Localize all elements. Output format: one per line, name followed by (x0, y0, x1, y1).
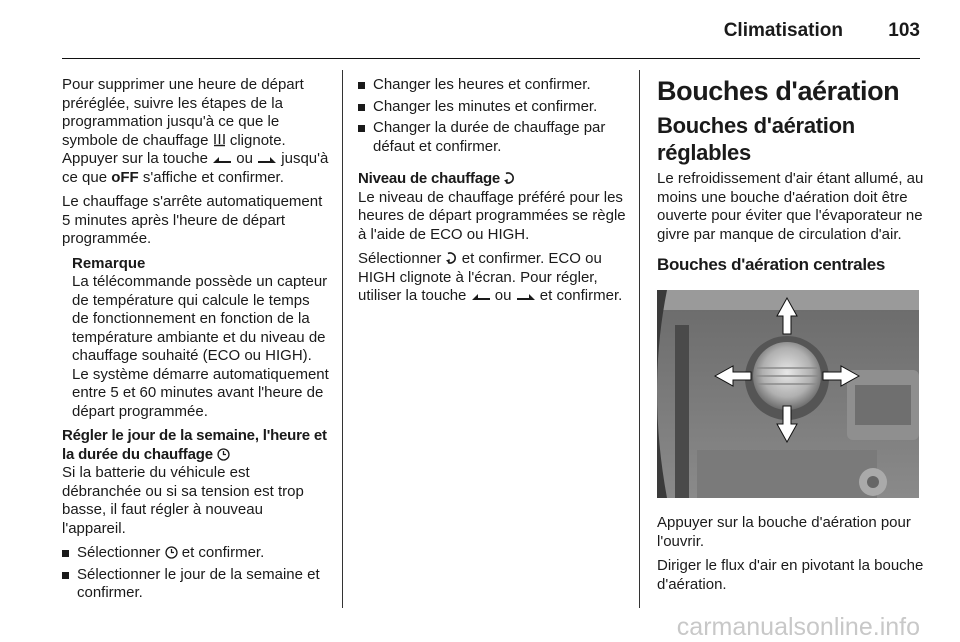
off-display-text: oFF (111, 168, 139, 186)
list-item: Sélectionner et confirmer. (62, 544, 330, 563)
bullet-icon (358, 82, 365, 89)
column-divider-1 (342, 70, 343, 608)
list-item: Changer les minutes et confirmer. (358, 98, 626, 117)
paragraph-battery: Si la batterie du véhicule est débranchée ou si sa tension est trop basse, il faut régler à nouveau l'appareil. (62, 464, 304, 537)
note-text: La télécommande possède un capteur de température qui calcule le temps de fonctionnement en fonction de la température ambiante et du niveau de chauffage souhaité (ECO ou HIGH). Le système démarre automatiquement entre 5 et 60 minutes avant l'heure de départ programmée. (72, 273, 329, 420)
column-divider-2 (639, 70, 640, 608)
subheading-set-day-time: Régler le jour de la semaine, l'heure et la durée du chauffage (62, 427, 327, 463)
clock-icon (217, 448, 230, 461)
paragraph-auto-stop: Le chauffage s'arrête automatiquement 5 minutes après l'heure de départ programmée. (62, 193, 323, 247)
chapter-title: Climatisation (723, 20, 843, 41)
right-arrow-key-icon (257, 155, 277, 165)
heat-level-icon (504, 171, 516, 185)
paragraph-vents-open: Le refroidissement d'air étant allumé, au moins une bouche d'aération doit être ouverte pour éviter que l'évaporateur ne givre par manque de circulation d'air. (657, 170, 924, 243)
central-vent-illustration (657, 290, 919, 498)
column-3 (657, 76, 925, 600)
subsection-heading-adjustable-vents: Bouches d'aération réglables (657, 113, 855, 165)
column-2 (358, 76, 626, 312)
heat-level-icon (446, 251, 458, 265)
page-number: 103 (888, 20, 920, 41)
bullet-icon (62, 550, 69, 557)
paragraph-heat-level-select: Sélectionner et confirmer. ECO ou HIGH clignote à l'écran. Pour régler, utiliser la touche ou et confirmer. (358, 250, 623, 304)
paragraph-heat-level-desc: Le niveau de chauffage préféré pour les heures de départ programmées se règle à l'aide de ECO ou HIGH. (358, 188, 626, 243)
list-item: Sélectionner le jour de la semaine et confirmer. (62, 566, 330, 603)
subheading-central-vents: Bouches d'aération centrales (657, 255, 886, 274)
right-arrow-key-icon (516, 292, 536, 302)
paragraph-press-vent: Appuyer sur la bouche d'aération pour l'ouvrir. (657, 514, 911, 550)
subheading-heat-level: Niveau de chauffage (358, 170, 626, 189)
section-heading-vents: Bouches d'aération (657, 76, 900, 106)
bullet-icon (358, 125, 365, 132)
bullet-icon (358, 104, 365, 111)
note-block (72, 255, 330, 422)
list-item: Changer la durée de chauffage par défaut et confirmer. (358, 119, 626, 156)
list-item: Changer les heures et confirmer. (358, 76, 626, 95)
steps-list-1 (62, 544, 330, 603)
heating-symbol-icon (213, 133, 226, 147)
paragraph-delete-start-time: Pour supprimer une heure de départ préréglée, suivre les étapes de la programmation jusqu'à ce que le symbole de chauffage clignote. Appuyer sur la touche ou jusqu'à ce que oFF s'affiche et confirmer. (62, 76, 329, 186)
page-header (62, 20, 920, 52)
column-1 (62, 76, 330, 606)
paragraph-direct-airflow: Diriger le flux d'air en pivotant la bouche d'aération. (657, 557, 924, 593)
left-arrow-key-icon (212, 155, 232, 165)
header-rule (62, 58, 920, 59)
clock-icon (165, 546, 178, 559)
note-title: Remarque (72, 254, 146, 272)
watermark-text: carmanualsonline.info (676, 613, 920, 641)
bullet-icon (62, 572, 69, 579)
left-arrow-key-icon (471, 292, 491, 302)
steps-list-2 (358, 76, 626, 156)
